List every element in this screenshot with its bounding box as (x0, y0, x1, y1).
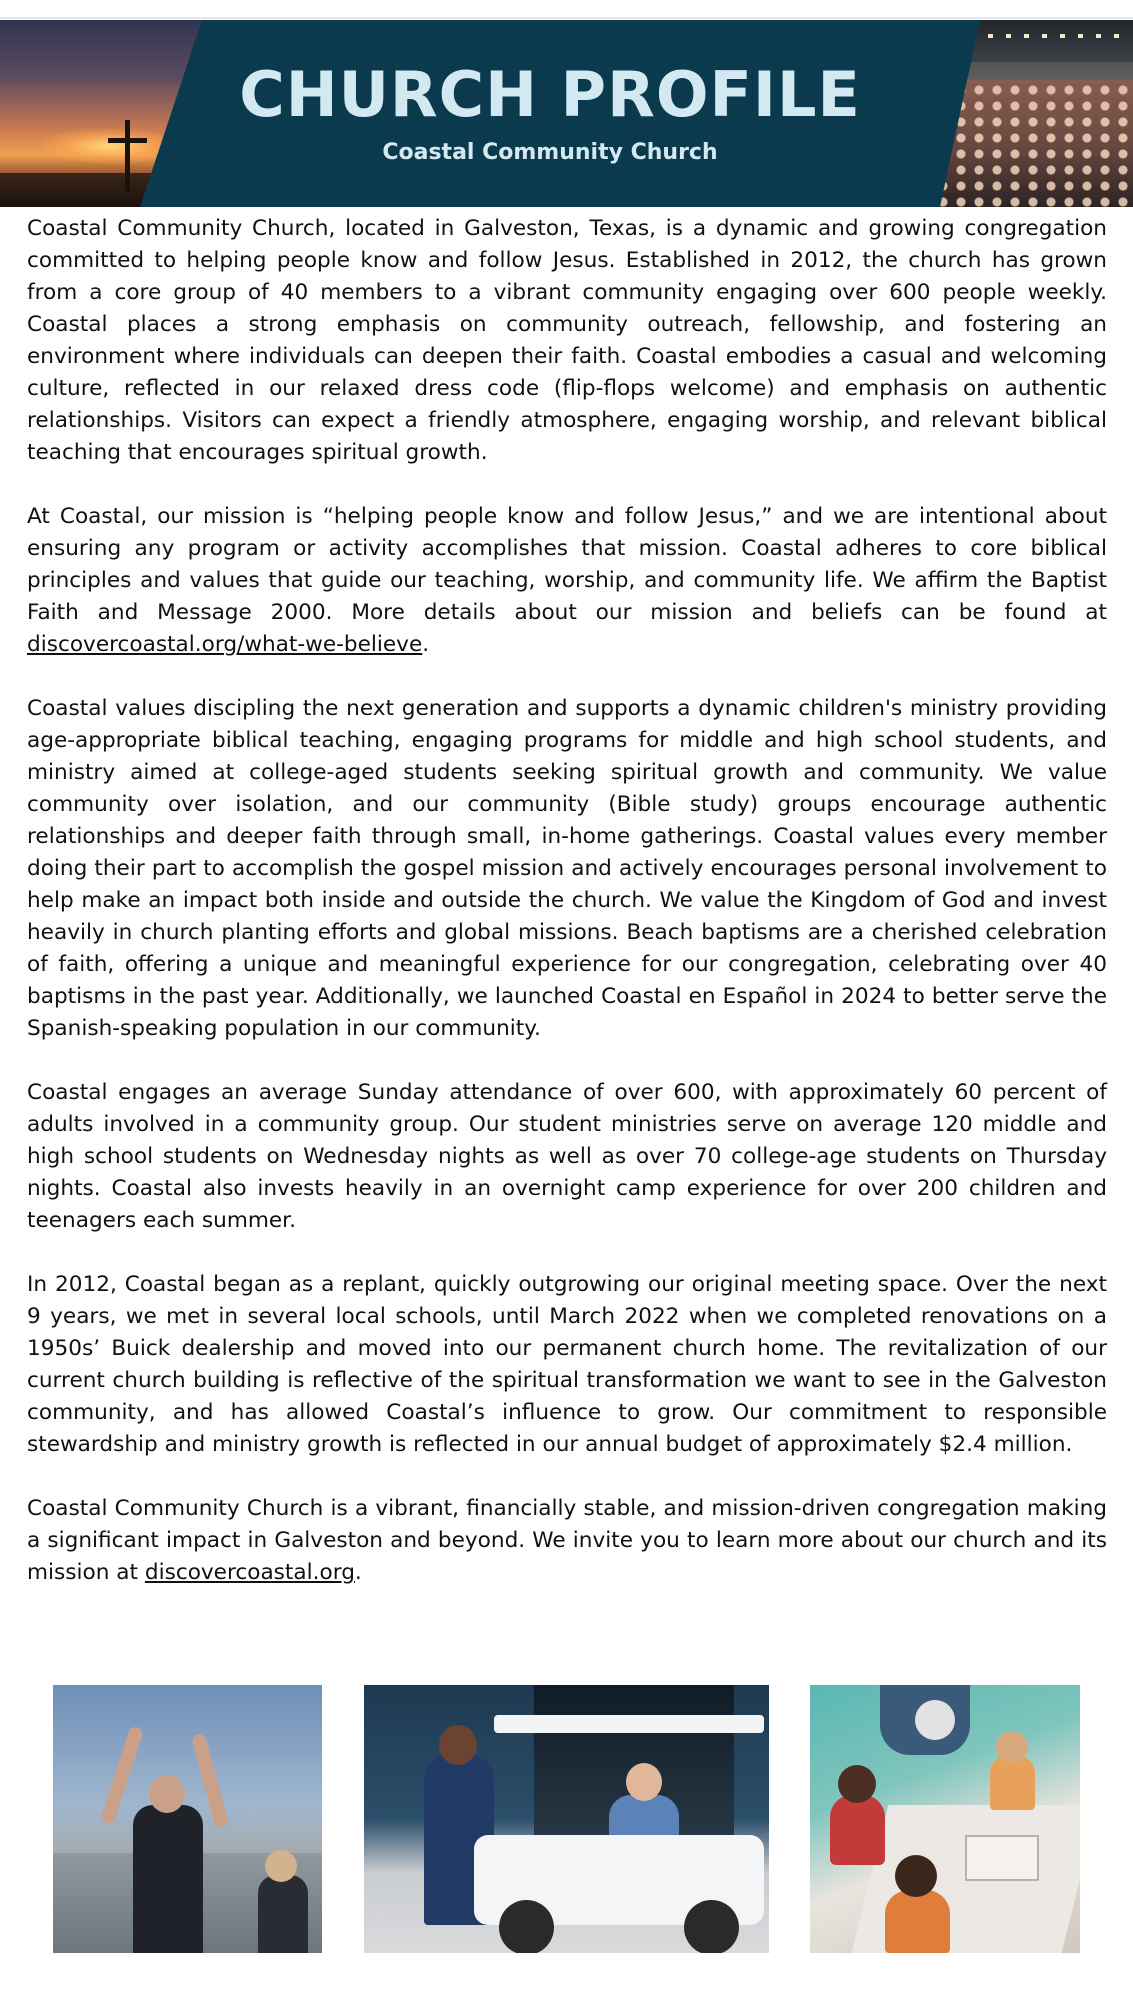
paragraph-values: Coastal values discipling the next generation and supports a dynamic children's ministry providing age-appropriate biblical teaching, engaging programs for middle and high school students, and ministry aimed at college-aged students seeking spiritual growth and community. We value community over isolation, and our community (Bible study) groups encourage authentic relationships and deeper faith through small, in-home gatherings. Coastal values every member doing their part to accomplish the gospel mission and actively encourages personal involvement to help make an impact both inside and outside the church. We value the Kingdom of God and invest heavily in church planting efforts and global missions. Beach baptisms are a cherished celebration of faith, offering a unique and meaningful experience for our congregation, celebrating over 40 baptisms in the past year. Additionally, we launched Coastal en Español in 2024 to better serve the Spanish-speaking population in our community. (27, 696, 1107, 1041)
profile-body (27, 213, 1107, 1621)
childrens-ministry-photo (810, 1685, 1080, 1953)
website-link[interactable]: discovercoastal.org (144, 1560, 355, 1585)
top-border (0, 0, 1133, 20)
paragraph-overview: Coastal Community Church, located in Galveston, Texas, is a dynamic and growing congregation committed to helping people know and follow Jesus. Established in 2012, the church has grown from a core group of 40 members to a vibrant community engaging over 600 people weekly. Coastal places a strong emphasis on community outreach, fellowship, and fostering an environment where individuals can deepen their faith. Coastal embodies a casual and welcoming culture, reflected in our relaxed dress code (flip-flops welcome) and emphasis on authentic relationships. Visitors can expect a friendly atmosphere, engaging worship, and relevant biblical teaching that encourages spiritual growth. (27, 216, 1107, 465)
church-name: Coastal Community Church (382, 140, 718, 165)
page-title: CHURCH PROFILE (239, 58, 861, 131)
paragraph-history: In 2012, Coastal began as a replant, quickly outgrowing our original meeting space. Over the next 9 years, we met in several local schools, until March 2022 when we completed renovations on a 1950s’ Buick dealership and moved into our permanent church home. The revitalization of our current church building is reflective of the spiritual transformation we want to see in the Galveston community, and has allowed Coastal’s influence to grow. Our commitment to responsible stewardship and ministry growth is reflected in our annual budget of approximately $2.4 million. (27, 1272, 1107, 1457)
paragraph-closing: Coastal Community Church is a vibrant, financially stable, and mission-driven congregation making a significant impact in Galveston and beyond. We invite you to learn more about our church and its mission at discovercoastal.org. (27, 1496, 1107, 1585)
beach-baptism-photo (53, 1685, 322, 1953)
header-banner (0, 20, 1133, 207)
paragraph-attendance: Coastal engages an average Sunday attendance of over 600, with approximately 60 percent of adults involved in a community group. Our student ministries serve on average 120 middle and high school students on Wednesday nights as well as over 70 college-age students on Thursday nights. Coastal also invests heavily in an overnight camp experience for over 200 children and teenagers each summer. (27, 1080, 1107, 1233)
paragraph-mission: At Coastal, our mission is “helping people know and follow Jesus,” and we are intentional about ensuring any program or activity accomplishes that mission. Coastal adheres to core biblical principles and values that guide our teaching, worship, and community life. We affirm the Baptist Faith and Message 2000. More details about our mission and beliefs can be found at discovercoastal.org/what-we-believe. (27, 504, 1107, 657)
beliefs-link[interactable]: discovercoastal.org/what-we-believe (27, 632, 423, 657)
golf-cart-greeters-photo (364, 1685, 769, 1953)
